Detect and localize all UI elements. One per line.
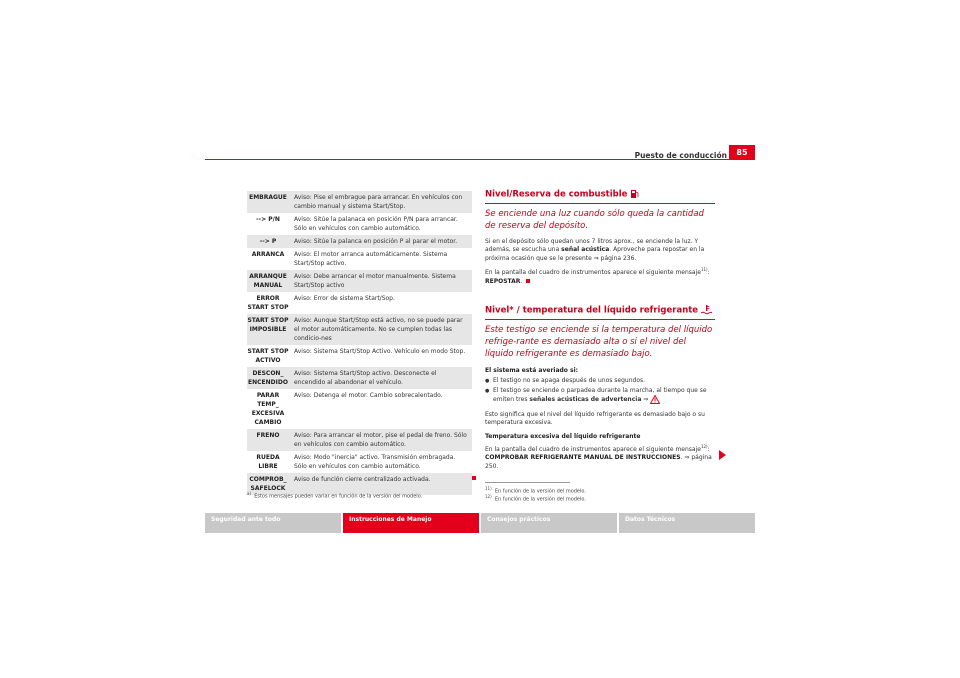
fuel-p1-c: . Aproveche para repostar en la próxima ocasión que se le presente ⇒ página 236. — [485, 246, 705, 262]
message-description: Aviso: Sitúe la palanaca en posición P/N para arrancar. Sólo en vehículos con cambio automático. — [294, 216, 458, 232]
message-code: ARRANQUE MANUAL — [247, 270, 290, 292]
tab-consejos[interactable]: Consejos prácticos — [481, 513, 617, 533]
footer-nav — [205, 513, 755, 533]
tab-instrucciones[interactable]: Instrucciones de Manejo — [343, 513, 479, 533]
coolant-b2-c: ⇒ — [641, 396, 651, 404]
coolant-p2-a: En la pantalla del cuadro de instrumentos aparece el siguiente mensaje — [485, 445, 701, 453]
table-row — [247, 389, 472, 429]
fuel-subtitle: Se enciende una luz cuando sólo queda la cantidad de reserva del depósito. — [485, 208, 704, 231]
tab-seguridad[interactable]: Seguridad ante todo — [205, 513, 341, 533]
coolant-section — [485, 305, 715, 471]
coolant-temperature-icon — [701, 305, 712, 315]
table-row — [247, 270, 472, 292]
message-description: Aviso: Pise el embrague para arrancar. En vehículos con cambio manual y sistema Start/Stop. — [290, 191, 472, 213]
table-row — [247, 314, 472, 345]
coolant-footnote-ref: 12) — [700, 443, 708, 449]
footnote-rule — [485, 482, 570, 483]
message-code: --> P — [247, 235, 290, 248]
fuel-pump-icon — [630, 189, 639, 199]
coolant-subtitle: Este testigo se enciende si la temperatura del líquido refrige-rante es demasiado alta o si el nivel del líquido refrigerante es demasiado bajo. — [485, 324, 713, 359]
coolant-faulty-heading: El sistema está averiado si: — [485, 366, 579, 374]
message-description: Aviso: Error de sistema Start/Sop. — [294, 295, 395, 302]
coolant-title-text: Nivel* / temperatura del líquido refrigerante — [485, 305, 699, 316]
message-code: DESCON_ ENCENDIDO — [247, 367, 290, 389]
footnote-12-text: En función de la versión del modelo. — [494, 496, 586, 503]
message-description: Aviso: Sistema Start/Stop activo. Desconecte el encendido al abandonar el vehículo. — [290, 367, 472, 389]
page-title: Puesto de conducción — [634, 151, 727, 160]
warning-messages-table — [247, 191, 472, 495]
fuel-p1-a: Si en el depósito sólo quedan unos 7 litros aprox., se enciende la luz. Y además, se escucha una — [485, 237, 699, 254]
coolant-p2-b: : — [707, 445, 710, 453]
coolant-paragraph-1: Esto significa que el nivel del líquido refrigerante es demasiado bajo o su temperatura excesiva. — [485, 410, 705, 427]
table-row — [247, 292, 472, 314]
message-code: --> P/N — [256, 216, 280, 223]
fuel-p2-a: En la pantalla del cuadro de instrumentos aparece el siguiente mensaje — [485, 269, 701, 277]
fuel-p1-bold: señal acústica — [561, 246, 610, 254]
message-description: Aviso: Sitúe la palanca en posición P al parar el motor. — [290, 235, 472, 248]
footnote-12 — [485, 494, 586, 503]
footnote-11-text: En función de la versión del modelo. — [494, 488, 586, 495]
footnote-12-mark: 12) — [485, 494, 492, 499]
table-footnote-mark: a) — [247, 491, 252, 496]
end-marker-left — [472, 476, 476, 480]
fuel-end-marker — [526, 279, 530, 283]
fuel-message: REPOSTAR — [485, 277, 521, 285]
table-row — [247, 345, 472, 367]
table-row — [247, 248, 472, 270]
message-code: START STOP ACTIVO — [247, 348, 289, 364]
message-description: Aviso: Debe arrancar el motor manualmente. Sistema Start/Stop activo — [290, 270, 472, 292]
table-row — [247, 451, 472, 473]
message-code: ARRANCA — [251, 251, 285, 258]
fuel-title — [485, 189, 715, 200]
fuel-section — [485, 189, 715, 286]
fuel-p2-end: . — [520, 277, 523, 285]
message-code: PARAR TEMP_ EXCESIVA CAMBIO — [251, 392, 285, 426]
message-description: Aviso: Modo "inercia" activo. Transmisión embragada. Sólo en vehículos con cambio automático. — [294, 454, 456, 470]
coolant-message: COMPROBAR REFRIGERANTE MANUAL DE INSTRUCCIONES — [485, 454, 681, 462]
table-row — [247, 213, 472, 235]
message-code: ERROR START STOP — [247, 295, 289, 311]
footnote-11-mark: 11) — [485, 486, 492, 491]
message-code: COMPROB_ SAFELOCK — [247, 473, 290, 495]
coolant-b2-a: El testigo se enciende o parpadea durante la marcha, al tiempo que se emiten tres — [493, 386, 707, 404]
fuel-p2-b: : — [707, 269, 710, 277]
fuel-title-rule — [485, 203, 715, 204]
message-code: FRENO — [247, 429, 290, 451]
message-description: Aviso: Sistema Start/Stop Activo. Vehículo en modo Stop. — [294, 348, 466, 355]
coolant-excess-heading: Temperatura excesiva del líquido refrigerante — [485, 433, 641, 441]
fuel-title-text: Nivel/Reserva de combustible — [485, 189, 628, 200]
table-row — [247, 429, 472, 451]
coolant-bullet-1: ● El testigo no se apaga después de unos segundos. — [485, 377, 715, 386]
message-description: Aviso: Para arrancar el motor, pise el pedal de freno. Sólo en vehículos con cambio automático. — [290, 429, 472, 451]
table-row — [247, 191, 472, 213]
page-number: 85 — [729, 145, 755, 160]
message-description: Aviso: Detenga el motor. Cambio sobrecalentado. — [294, 392, 443, 399]
message-code: START STOP IMPOSIBLE — [247, 314, 290, 345]
message-description: Aviso: Aunque Start/Stop está activo, no se puede parar el motor automáticamente. No se cumplen todas las condicio-nes — [290, 314, 472, 345]
coolant-bullet-2 — [485, 387, 715, 405]
table-row — [247, 367, 472, 389]
message-code: RUEDA LIBRE — [256, 454, 280, 470]
fuel-paragraph-2 — [485, 266, 715, 286]
message-description: Aviso: El motor arranca automáticamente. Sistema Start/Stop activo. — [294, 251, 448, 267]
table-footnote-text: Estos mensajes pueden variar en función de la versión del modelo. — [254, 493, 423, 500]
message-code: EMBRAGUE — [247, 191, 290, 213]
warning-triangle-icon — [650, 395, 660, 404]
tab-datos-tecnicos[interactable]: Datos Técnicos — [619, 513, 755, 533]
coolant-b2-bold: señales acústicas de advertencia — [529, 396, 642, 404]
fuel-footnote-ref: 11) — [700, 267, 708, 273]
coolant-paragraph-2 — [485, 443, 715, 472]
table-row — [247, 235, 472, 248]
message-description: Aviso de función cierre centralizado activada. — [290, 473, 472, 495]
fuel-paragraph-1 — [485, 238, 715, 264]
coolant-title — [485, 305, 715, 316]
table-footnote — [247, 491, 422, 500]
continue-arrow-icon — [719, 450, 726, 460]
coolant-title-rule — [485, 319, 715, 320]
coolant-p2-c: . ⇒ página 250. — [485, 454, 712, 470]
